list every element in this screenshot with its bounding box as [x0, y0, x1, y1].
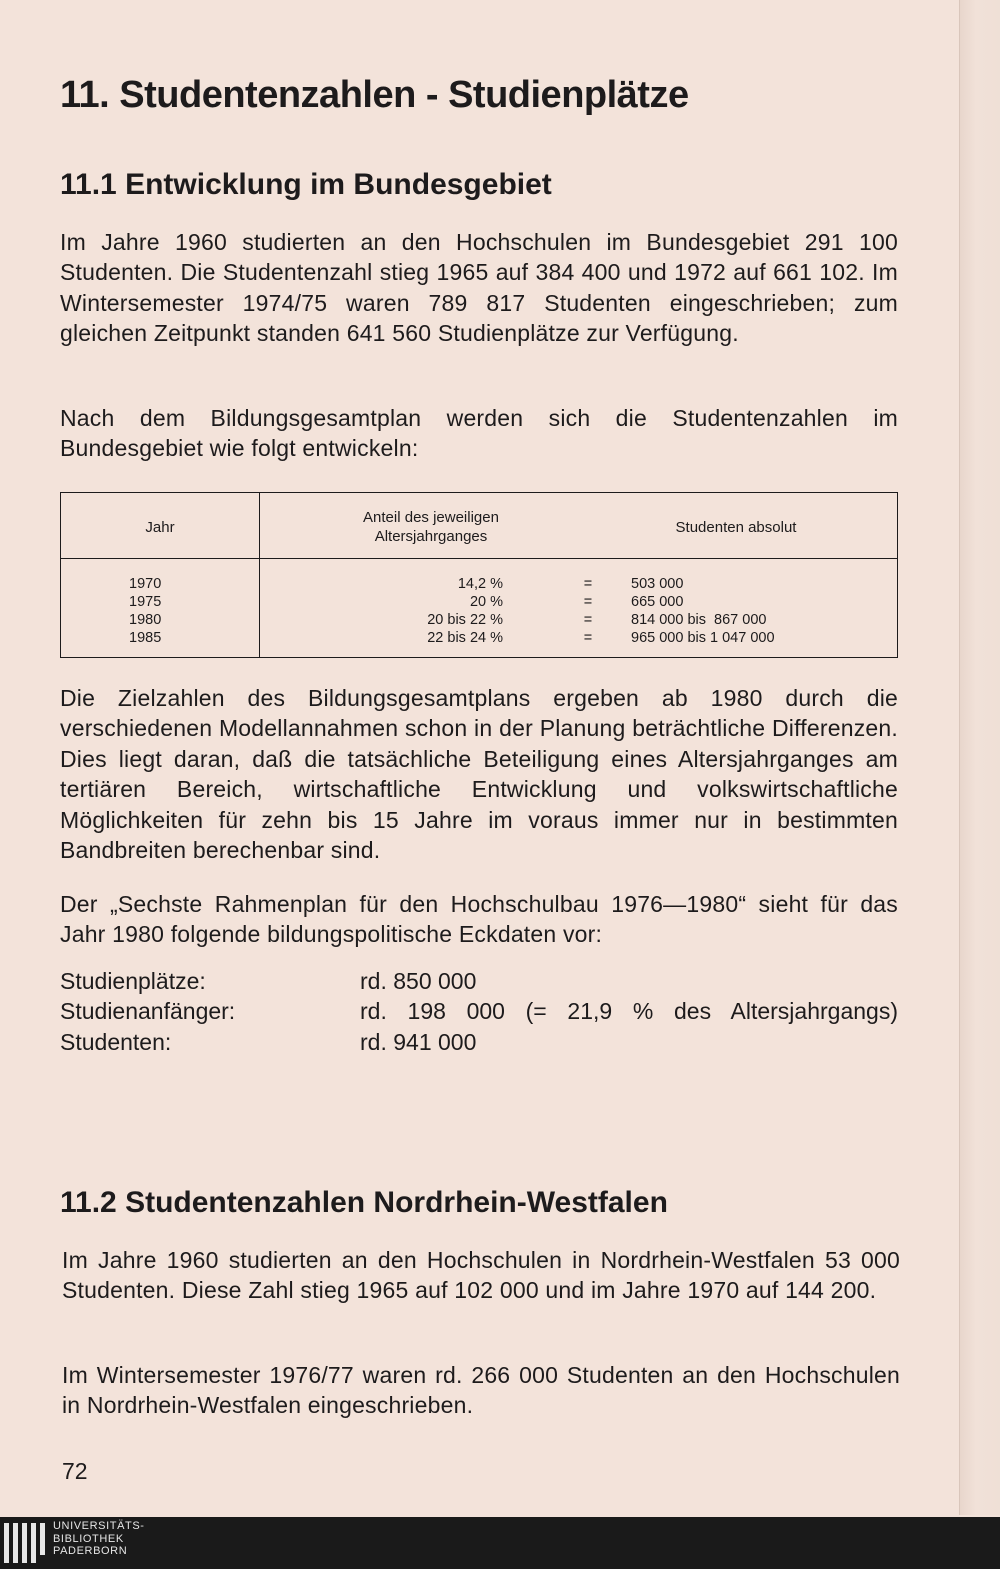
table-cell-equals: =	[583, 612, 593, 628]
table-cell-equals: =	[583, 576, 593, 592]
eckdaten-list	[60, 966, 898, 1057]
section-1-heading: 11.1 Entwicklung im Bundesgebiet	[60, 168, 552, 201]
header-absolute: Studenten absolut	[675, 519, 797, 536]
header-year: Jahr	[145, 519, 175, 536]
table-cell-share: 20 %	[469, 594, 503, 610]
student-projection-table	[60, 492, 898, 658]
column-equals	[573, 575, 603, 647]
table-cell-year: 1980	[129, 612, 162, 628]
library-footer	[0, 1517, 1000, 1569]
column-absolute	[631, 575, 831, 647]
list-item	[60, 1027, 898, 1057]
library-name: UNIVERSITÄTS- BIBLIOTHEK PADERBORN	[53, 1520, 145, 1557]
table-cell-absolute: 665 000	[631, 594, 684, 610]
eckdaten-value: rd. 941 000	[360, 1028, 477, 1055]
section-2-paragraph-2: Im Wintersemester 1976/77 waren rd. 266 000 Studenten an den Hochschulen in Nordrhein-Westfalen eingeschrieben.	[62, 1362, 900, 1419]
table-cell-share: 20 bis 22 %	[427, 612, 503, 628]
table-cell-absolute: 503 000	[631, 576, 684, 592]
table-cell-year: 1970	[129, 576, 162, 592]
page-number: 72	[62, 1458, 88, 1484]
eckdaten-label: Studienplätze:	[60, 968, 206, 994]
page-edge	[959, 0, 1000, 1515]
list-item	[60, 966, 898, 996]
table-cell-share: 14,2 %	[457, 576, 503, 592]
eckdaten-value: rd. 198 000 (= 21,9 % des Altersjahrgangs)	[360, 998, 898, 1025]
eckdaten-label: Studenten:	[60, 1028, 172, 1055]
section-1-paragraph-4: Der „Sechste Rahmenplan für den Hochschulbau 1976—1980“ sieht für das Jahr 1980 folgende bildungspolitische Eckdaten vor:	[60, 891, 898, 948]
section-2-paragraph-1: Im Jahre 1960 studierten an den Hochschulen in Nordrhein-Westfalen 53 000 Studenten. Diese Zahl stieg 1965 auf 102 000 und im Jahre 1970 auf 144 200.	[62, 1247, 900, 1304]
table-cell-absolute: 814 000 bis 867 000	[631, 612, 767, 628]
library-logo-icon	[4, 1523, 44, 1563]
column-share	[361, 575, 503, 647]
column-year	[129, 575, 189, 647]
header-share: Anteil des jeweiligen Altersjahrganges	[363, 509, 499, 545]
eckdaten-value: rd. 850 000	[360, 968, 477, 994]
section-2-heading: 11.2 Studentenzahlen Nordrhein-Westfalen	[60, 1186, 668, 1219]
table-cell-share: 22 bis 24 %	[427, 630, 503, 646]
eckdaten-label: Studienanfänger:	[60, 998, 236, 1025]
section-1-paragraph-2: Nach dem Bildungsgesamtplan werden sich die Studentenzahlen im Bundesgebiet wie folgt entwickeln:	[60, 405, 898, 462]
chapter-heading: 11. Studentenzahlen - Studienplätze	[60, 74, 689, 116]
list-item	[60, 996, 898, 1026]
table-cell-equals: =	[583, 630, 593, 646]
table-cell-year: 1985	[129, 630, 162, 646]
table-cell-equals: =	[583, 594, 593, 610]
table-cell-year: 1975	[129, 594, 162, 610]
table-cell-absolute: 965 000 bis 1 047 000	[631, 630, 775, 646]
section-1-paragraph-1: Im Jahre 1960 studierten an den Hochschulen im Bundesgebiet 291 100 Studenten. Die Studentenzahl stieg 1965 auf 384 400 und 1972 auf 661 102. Im Wintersemester 1974/75 waren 789 817 Studenten eingeschrieben; zum gleichen Zeitpunkt standen 641 560 Studienplätze zur Verfügung.	[60, 229, 898, 347]
section-1-paragraph-3: Die Zielzahlen des Bildungsgesamtplans ergeben ab 1980 durch die verschiedenen Modellannahmen schon in der Planung beträchtliche Differenzen. Dies liegt daran, daß die tatsächliche Beteiligung eines Altersjahrganges am tertiären Bereich, wirtschaftliche Entwicklung und volkswirtschaftliche Möglichkeiten für zehn bis 15 Jahre im voraus immer nur in bestimmten Bandbreiten berechenbar sind.	[60, 685, 898, 864]
